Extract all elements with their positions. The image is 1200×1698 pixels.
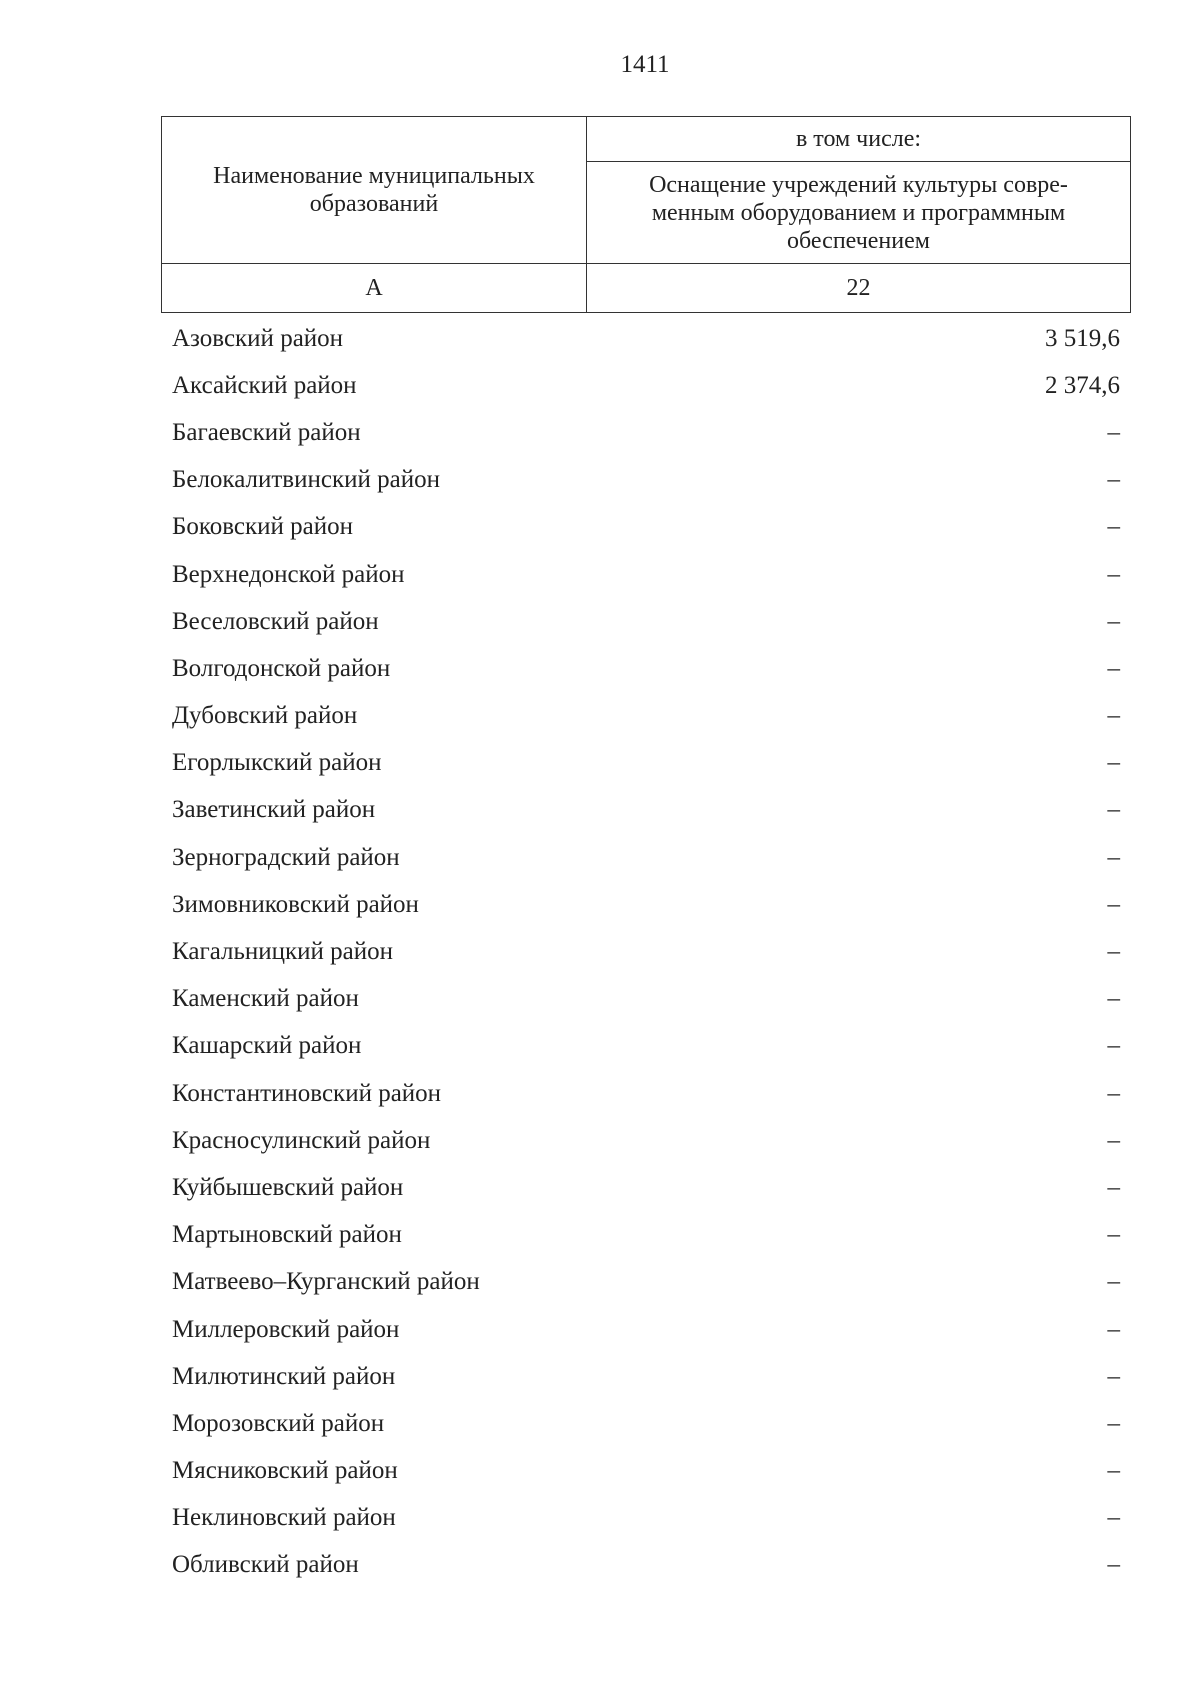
table-row (161, 457, 1131, 504)
municipality-name: Морозовский район (172, 1409, 385, 1437)
table-row (161, 1542, 1131, 1589)
municipality-name: Мясниковский район (172, 1457, 398, 1485)
municipality-name: Дубовский район (172, 702, 358, 730)
table-row (161, 881, 1131, 928)
table-row (161, 504, 1131, 551)
table-row (161, 409, 1131, 456)
table-row (161, 1448, 1131, 1495)
municipality-name: Константиновский район (172, 1079, 442, 1107)
table-row (161, 1164, 1131, 1211)
municipality-name: Красносулинский район (172, 1126, 431, 1154)
header-measure-title-line: обеспечением (787, 227, 930, 254)
municipality-name: Милютинский район (172, 1362, 396, 1390)
equipment-funding-value: – (1107, 418, 1120, 446)
municipality-name: Миллеровский район (172, 1315, 400, 1343)
equipment-funding-value: – (1107, 1032, 1120, 1060)
equipment-funding-value: – (1107, 985, 1120, 1013)
table-row (161, 551, 1131, 598)
equipment-funding-value: – (1107, 466, 1120, 494)
municipality-name: Белокалитвинский район (172, 466, 440, 494)
municipality-name: Кагальницкий район (172, 938, 394, 966)
header-measure-title-line: менным оборудованием и программным (651, 199, 1066, 226)
municipality-name: Неклиновский район (172, 1504, 396, 1532)
municipality-name: Веселовский район (172, 607, 379, 635)
equipment-funding-value: – (1107, 1551, 1120, 1579)
equipment-funding-value: – (1107, 1268, 1120, 1296)
equipment-funding-value: – (1107, 749, 1120, 777)
table-row (161, 1212, 1131, 1259)
municipality-name: Мартыновский район (172, 1221, 402, 1249)
equipment-funding-value: – (1107, 1126, 1120, 1154)
table-row (161, 1306, 1131, 1353)
municipality-name: Боковский район (172, 513, 353, 541)
header-municipality-name: Наименование муниципальных образований (162, 117, 587, 264)
equipment-funding-value: – (1107, 702, 1120, 730)
table-row (161, 976, 1131, 1023)
table-row (161, 315, 1131, 362)
equipment-funding-value: – (1107, 938, 1120, 966)
table-row (161, 598, 1131, 645)
table-row (161, 928, 1131, 975)
equipment-funding-value: – (1107, 890, 1120, 918)
equipment-funding-value: – (1107, 560, 1120, 588)
table-row (161, 834, 1131, 881)
municipality-name: Аксайский район (172, 371, 357, 399)
equipment-funding-value: – (1107, 1173, 1120, 1201)
table-row (161, 1353, 1131, 1400)
municipality-name: Зерноградский район (172, 843, 400, 871)
equipment-funding-value: – (1107, 1362, 1120, 1390)
equipment-funding-value: – (1107, 1504, 1120, 1532)
table-row (161, 693, 1131, 740)
equipment-funding-value: – (1107, 1221, 1120, 1249)
table-row (161, 645, 1131, 692)
header-measure-title (587, 162, 1131, 264)
table-row (161, 1259, 1131, 1306)
table-row (161, 1023, 1131, 1070)
equipment-funding-value: – (1107, 607, 1120, 635)
municipality-name: Азовский район (172, 324, 344, 352)
table-row (161, 1400, 1131, 1447)
header-including-label: в том числе: (587, 117, 1131, 162)
equipment-funding-value: – (1107, 1457, 1120, 1485)
equipment-funding-value: – (1107, 1409, 1120, 1437)
municipality-name: Кашарский район (172, 1032, 362, 1060)
table-row (161, 362, 1131, 409)
header-measure-title-line: Оснащение учреждений культуры совре- (649, 171, 1068, 198)
table-row (161, 1070, 1131, 1117)
table-header (161, 116, 1131, 313)
municipality-name: Зимовниковский район (172, 890, 419, 918)
municipality-name: Куйбышевский район (172, 1173, 404, 1201)
equipment-funding-value: 3 519,6 (1045, 324, 1120, 352)
equipment-funding-value: – (1107, 1315, 1120, 1343)
municipality-name: Обливский район (172, 1551, 359, 1579)
municipality-name: Заветинский район (172, 796, 376, 824)
table-row (161, 740, 1131, 787)
municipality-name: Егорлыкский район (172, 749, 382, 777)
equipment-funding-value: – (1107, 513, 1120, 541)
table-body (161, 315, 1131, 1589)
municipality-name: Багаевский район (172, 418, 361, 446)
equipment-funding-value: – (1107, 1079, 1120, 1107)
municipality-name: Верхнедонской район (172, 560, 405, 588)
header-column-letter: А (162, 264, 587, 313)
header-column-number: 22 (587, 264, 1131, 313)
table-row (161, 787, 1131, 834)
municipality-name: Матвеево–Курганский район (172, 1268, 480, 1296)
page-number: 1411 (620, 51, 670, 78)
municipality-name: Волгодонской район (172, 654, 391, 682)
equipment-funding-value: – (1107, 654, 1120, 682)
municipality-name: Каменский район (172, 985, 359, 1013)
equipment-funding-value: – (1107, 796, 1120, 824)
table-row (161, 1495, 1131, 1542)
equipment-funding-value: 2 374,6 (1045, 371, 1120, 399)
equipment-funding-value: – (1107, 843, 1120, 871)
table-row (161, 1117, 1131, 1164)
